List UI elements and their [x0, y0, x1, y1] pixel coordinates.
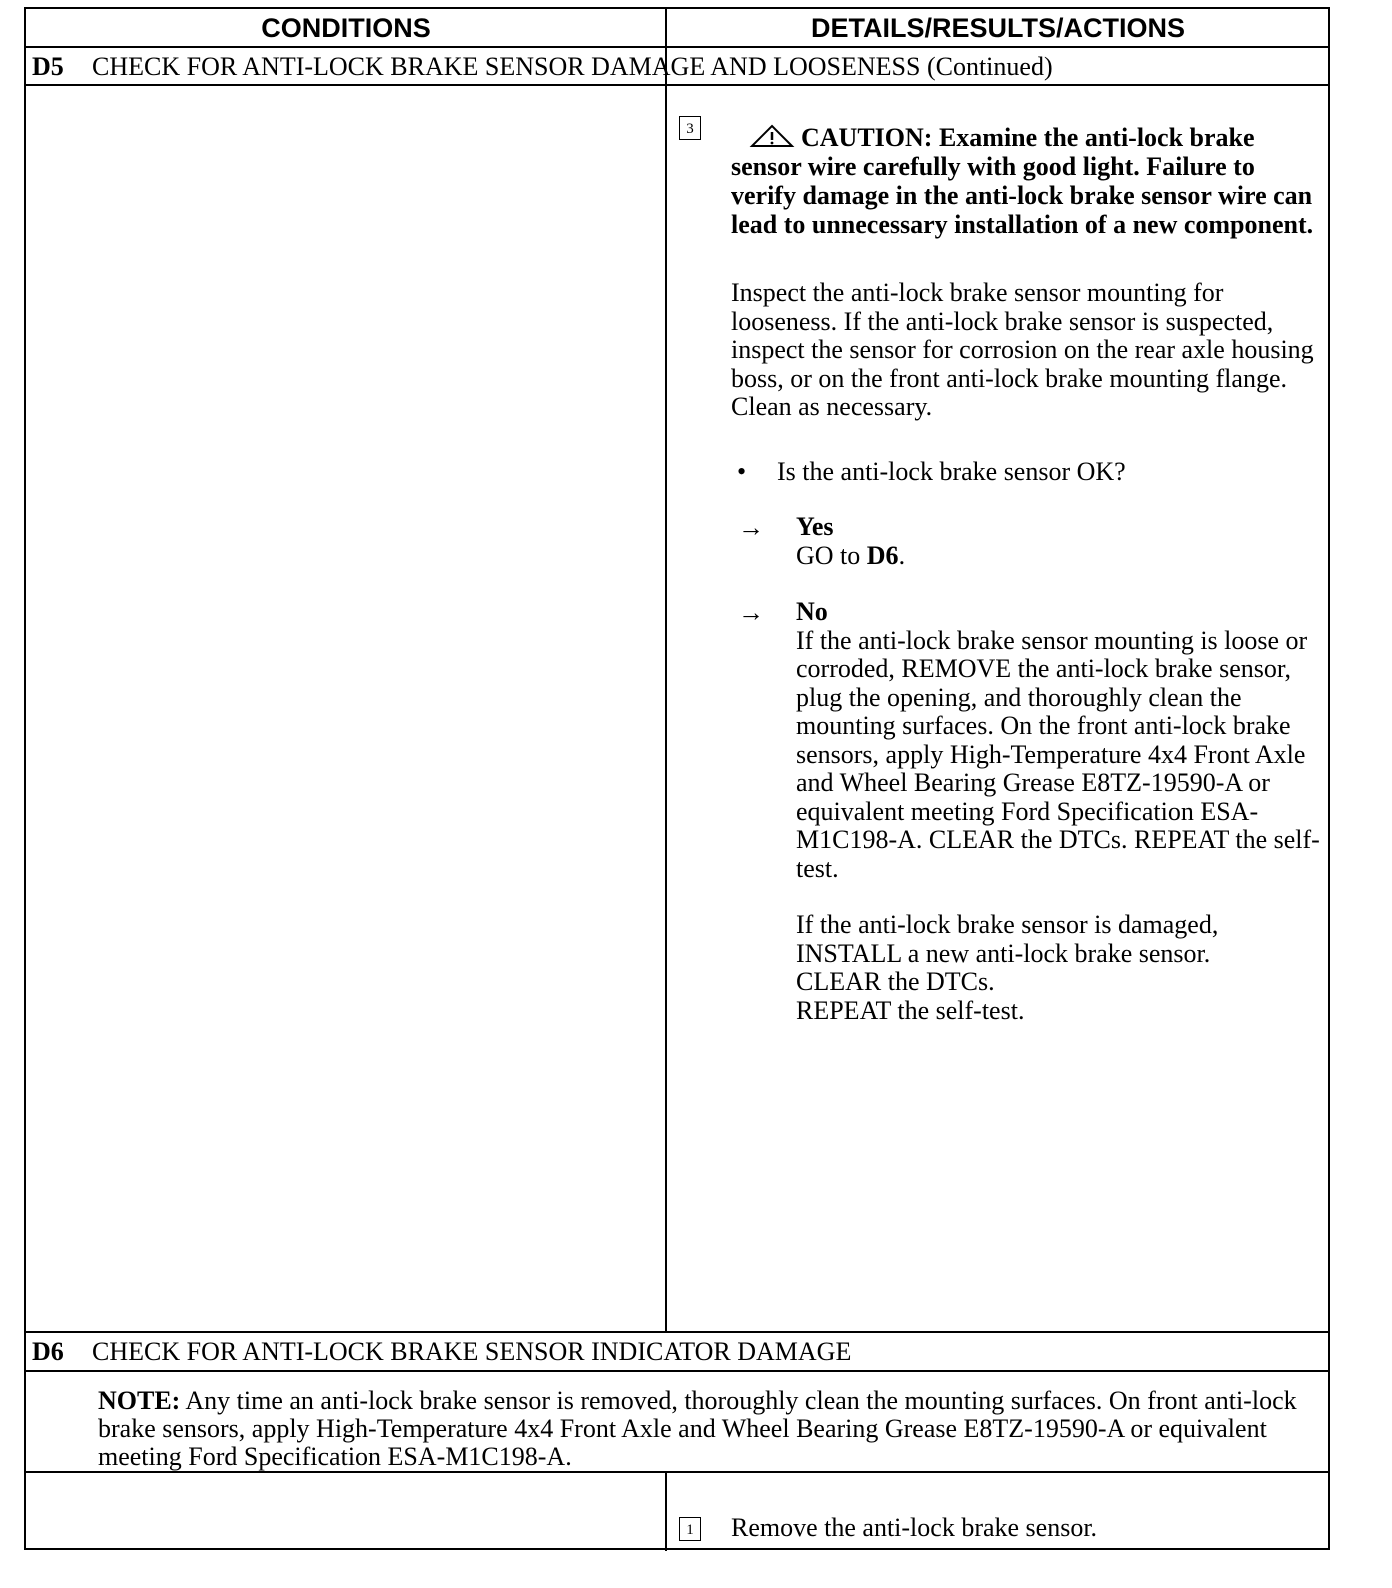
caution-body: CAUTION: Examine the anti-lock brake sensor wire carefully with good light. Failure to verify damage in the anti-lock brake sensor wire can lead to unnecessary installation of a new component. — [731, 123, 1314, 239]
step-code: D6 — [32, 1337, 64, 1366]
question-item — [737, 457, 1126, 487]
yes-label: Yes — [796, 512, 834, 541]
divider — [26, 1331, 1328, 1333]
caution-text — [731, 123, 1326, 239]
step-d6-title — [32, 1336, 851, 1368]
no-action-2c: REPEAT the self-test. — [796, 995, 1025, 1025]
no-label: No — [796, 597, 828, 626]
header-conditions: CONDITIONS — [261, 13, 431, 43]
note-text — [98, 1387, 1298, 1471]
divider — [26, 84, 1328, 86]
note-body: Any time an anti-lock brake sensor is removed, thoroughly clean the mounting surfaces. On front anti-lock brake sensors, apply High-Temperature 4x4 Front Axle and Wheel Bearing Grease E8TZ-19590-A or equivalent meeting Ford Specification ESA-M1C198-A. — [98, 1386, 1297, 1471]
diagnostic-table — [24, 7, 1330, 1550]
no-action-2b: CLEAR the DTCs. — [796, 967, 995, 996]
column-divider — [665, 9, 667, 1331]
header-details: DETAILS/RESULTS/ACTIONS — [810, 13, 1185, 43]
step-1-text: Remove the anti-lock brake sensor. — [731, 1513, 1098, 1542]
column-divider — [665, 1471, 667, 1551]
inspect-text: Inspect the anti-lock brake sensor mounting for looseness. If the anti-lock brake sensor is suspected, inspect the sensor for corrosion on the rear axle housing boss, or on the front anti-lock brake mounting flange. Clean as necessary. — [731, 278, 1314, 421]
yes-response — [796, 513, 905, 570]
yes-action-suffix: . — [898, 540, 906, 570]
step-number-box: 3 — [679, 116, 701, 140]
no-response — [796, 598, 1324, 1025]
note-label: NOTE: — [98, 1386, 181, 1415]
step-d5-title — [32, 51, 1053, 83]
divider — [26, 1370, 1328, 1372]
warning-triangle-icon — [749, 124, 795, 148]
no-action-1: If the anti-lock brake sensor mounting is loose or corroded, REMOVE the anti-lock brake sensor, plug the opening, and thoroughly clean the mounting surfaces. On the front anti-lock brake sensors, apply High-Temperature 4x4 Front Axle and Wheel Bearing Grease E8TZ-19590-A or equivalent meeting Ford Specification ESA-M1C198-A. CLEAR the DTCs. REPEAT the self-test. — [796, 625, 1320, 883]
arrow-icon: → — [738, 598, 764, 627]
divider — [26, 1471, 1328, 1473]
no-action-2a: If the anti-lock brake sensor is damaged, INSTALL a new anti-lock brake sensor. — [796, 910, 1219, 968]
step-title: CHECK FOR ANTI-LOCK BRAKE SENSOR INDICATOR DAMAGE — [92, 1337, 852, 1366]
bullet-icon: • — [737, 457, 747, 486]
step-code: D5 — [32, 52, 64, 81]
yes-action — [796, 542, 905, 571]
step-number-box: 1 — [679, 1517, 701, 1541]
yes-action-target: D6 — [866, 540, 899, 570]
step-title: CHECK FOR ANTI-LOCK BRAKE SENSOR DAMAGE AND LOOSENESS (Continued) — [92, 52, 1053, 81]
arrow-icon: → — [738, 513, 764, 542]
question-text: Is the anti-lock brake sensor OK? — [777, 457, 1126, 486]
divider — [26, 46, 1328, 48]
yes-action-prefix: GO to — [796, 540, 867, 570]
